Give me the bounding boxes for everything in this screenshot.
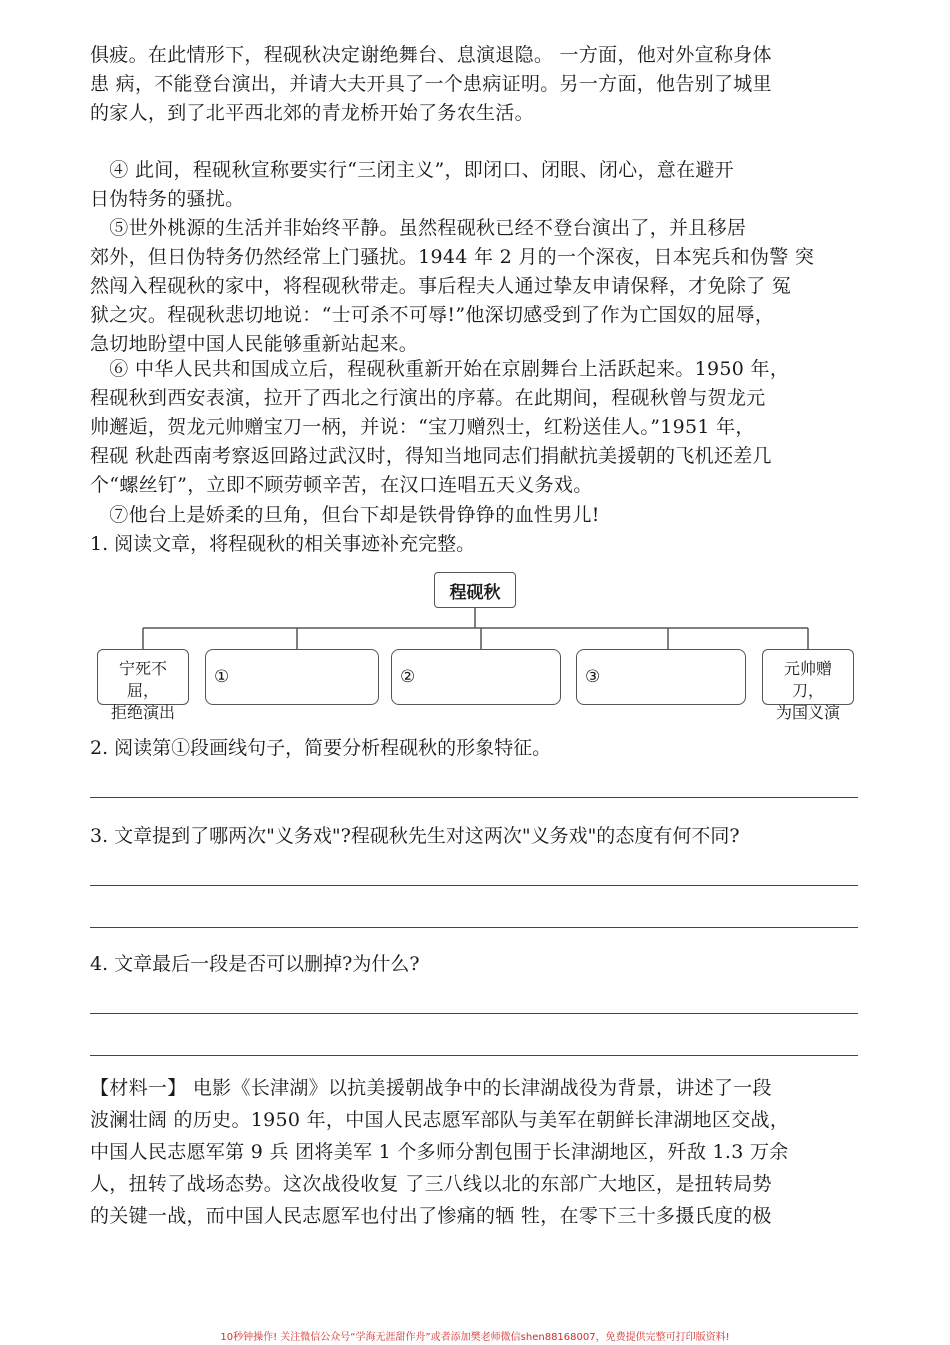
text-line: 急切地盼望中国人民能够重新站起来。 [90, 333, 419, 355]
text-line: 人，扭转了战场态势。这次战役收复 了三八线以北的东部广大地区，是扭转局势 [90, 1173, 772, 1195]
blank-node-2[interactable] [391, 649, 561, 705]
text-line: 【材料一】 电影《长津湖》以抗美援朝战争中的长津湖战役为背景，讲述了一段 [90, 1077, 772, 1099]
deeds-diagram [90, 570, 870, 720]
blank-node-3[interactable] [576, 649, 746, 705]
text-line: 波澜壮阔 的历史。1950 年，中国人民志愿军部队与美军在朝鲜长津湖地区交战， [90, 1109, 790, 1131]
question-2: 2. 阅读第①段画线句子，简要分析程砚秋的形象特征。 [90, 737, 552, 759]
answer-line[interactable] [90, 797, 858, 798]
text-line: 俱疲。在此情形下，程砚秋决定谢绝舞台、息演退隐。 一方面，他对外宣称身体 [90, 44, 772, 66]
passage-paragraph-7 [90, 501, 870, 530]
text-line: 的关键一战，而中国人民志愿军也付出了惨痛的牺 牲，在零下三十多摄氏度的极 [90, 1205, 772, 1227]
passage-paragraph-4 [90, 156, 870, 214]
answer-line[interactable] [90, 1055, 858, 1056]
text-line: 患 病，不能登台演出，并请大夫开具了一个患病证明。另一方面，他告别了城里 [90, 73, 772, 95]
text-line: 帅邂逅，贺龙元帅赠宝刀一柄，并说：“宝刀赠烈士，红粉送佳人。”1951 年， [90, 416, 755, 438]
question-4: 4. 文章最后一段是否可以删掉?为什么? [90, 953, 420, 975]
text-line: 郊外，但日伪特务仍然经常上门骚扰。1944 年 2 月的一个深夜，日本宪兵和伪警 突 [90, 246, 815, 268]
node-text: 元帅赠刀， [783, 659, 832, 700]
text-line: 然闯入程砚秋的家中，将程砚秋带走。事后程夫人通过挚友申请保释，才免除了 冤 [90, 275, 792, 297]
text-line: ④ 此间，程砚秋宣称要实行“三闭主义”，即闭口、闭眼、闭心，意在避开 [90, 159, 734, 181]
answer-line[interactable] [90, 885, 858, 886]
node-text: 宁死不屈， [118, 659, 167, 700]
passage-paragraph-6 [90, 355, 870, 500]
text-line: 中国人民志愿军第 9 兵 团将美军 1 个多师分割包围于长津湖地区，歼敌 1.3 万余 [90, 1141, 789, 1163]
text-line: ⑥ 中华人民共和国成立后，程砚秋重新开始在京剧舞台上活跃起来。1950 年， [90, 358, 790, 380]
blank-number: ② [400, 667, 416, 687]
node-text: 为国义演 [775, 703, 840, 722]
text-line: 个“螺丝钉”，立即不顾劳顿辛苦，在汉口连唱五天义务戏。 [90, 474, 593, 496]
blank-number: ③ [585, 667, 601, 687]
text-line: 程砚秋到西安表演，拉开了西北之行演出的序幕。在此期间，程砚秋曾与贺龙元 [90, 387, 766, 409]
question-3: 3. 文章提到了哪两次"义务戏"?程砚秋先生对这两次"义务戏"的态度有何不同? [90, 825, 740, 847]
deed-node-sword-charity [762, 649, 854, 722]
text-line: 狱之灾。程砚秋悲切地说：“士可杀不可辱!”他深切感受到了作为亡国奴的屈辱， [90, 304, 775, 326]
footer-notice: 10秒钟操作! 关注微信公众号“学海无涯甜作舟”或者添加樊老师微信shen88168007，免费提供完整可打印版资料! [220, 1332, 730, 1343]
answer-line[interactable] [90, 927, 858, 928]
text-line: 的家人，到了北平西北郊的青龙桥开始了务农生活。 [90, 102, 534, 124]
answer-line[interactable] [90, 1013, 858, 1014]
deed-node-refuse-perform [97, 649, 189, 722]
text-line: ⑤世外桃源的生活并非始终平静。虽然程砚秋已经不登台演出了，并且移居 [90, 217, 747, 239]
text-line: 日伪特务的骚扰。 [90, 188, 245, 210]
node-text: 拒绝演出 [110, 703, 175, 722]
passage-paragraph-5 [90, 214, 870, 359]
root-node: 程砚秋 [434, 572, 516, 608]
passage-paragraph-intro [90, 41, 870, 128]
material-one [90, 1072, 870, 1232]
blank-node-1[interactable] [205, 649, 379, 705]
question-1: 1. 阅读文章，将程砚秋的相关事迹补充完整。 [90, 533, 476, 555]
text-line: ⑦他台上是娇柔的旦角，但台下却是铁骨铮铮的血性男儿! [90, 504, 600, 526]
text-line: 程砚 秋赴西南考察返回路过武汉时，得知当地同志们捐献抗美援朝的飞机还差几 [90, 445, 772, 467]
blank-number: ① [214, 667, 230, 687]
